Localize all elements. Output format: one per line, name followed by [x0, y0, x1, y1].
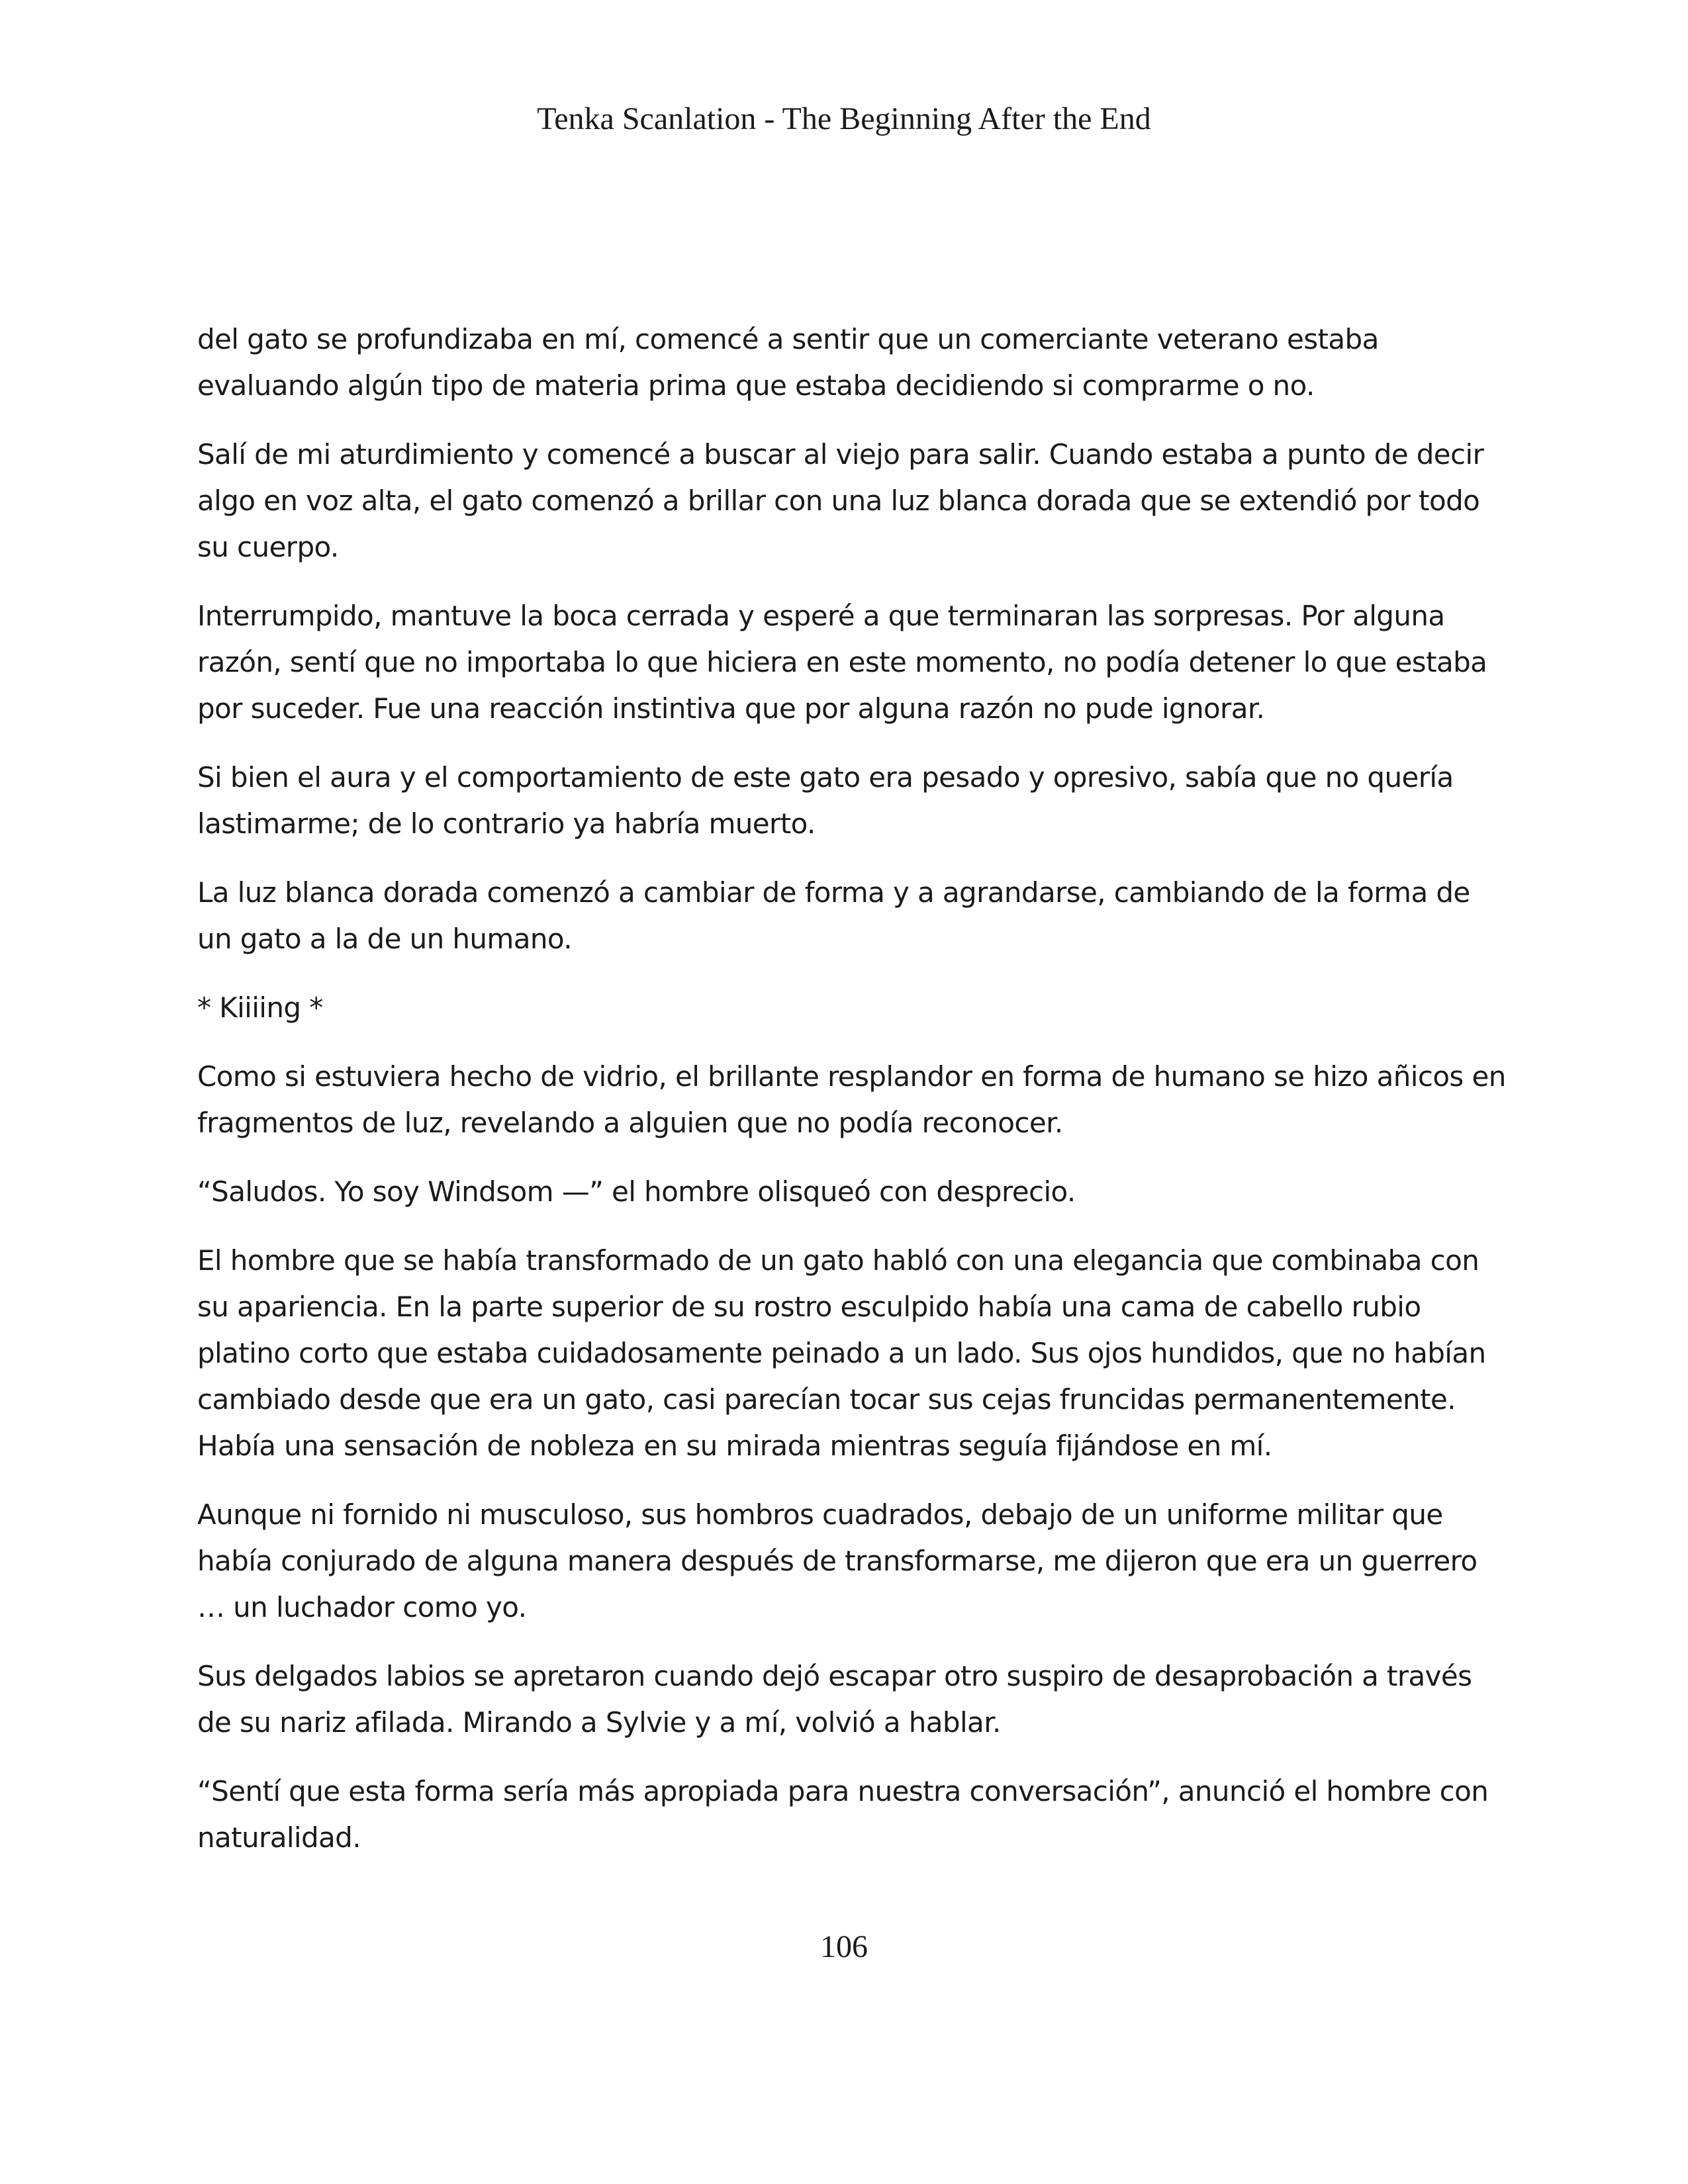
paragraph: Sus delgados labios se apretaron cuando dejó escapar otro suspiro de desaprobación a través de su nariz afilada. Mirando a Sylvie y a mí, volvió a hablar. — [197, 1660, 1472, 1739]
paragraph: Aunque ni fornido ni musculoso, sus hombros cuadrados, debajo de un uniforme militar que había conjurado de alguna manera después de transformarse, me dijeron que era un guerrero … un luchador como yo. — [197, 1498, 1477, 1623]
paragraph: La luz blanca dorada comenzó a cambiar de forma y a agrandarse, cambiando de la forma de un gato a la de un humano. — [197, 876, 1470, 955]
paragraph: “Saludos. Yo soy Windsom —” el hombre olisqueó con desprecio. — [197, 1175, 1076, 1208]
body-text — [197, 316, 1508, 1884]
paragraph: Como si estuviera hecho de vidrio, el brillante resplandor en forma de humano se hizo añicos en fragmentos de luz, revelando a alguien que no podía reconocer. — [197, 1060, 1506, 1139]
paragraph: Interrumpido, mantuve la boca cerrada y esperé a que terminaran las sorpresas. Por alguna razón, sentí que no importaba lo que hiciera en este momento, no podía detener lo que estaba por suceder. Fue una reacción instintiva que por alguna razón no pude ignorar. — [197, 600, 1487, 725]
paragraph: * Kiiiing * — [197, 991, 323, 1024]
page-number: 106 — [820, 1929, 868, 1964]
paragraph: El hombre que se había transformado de un gato habló con una elegancia que combinaba con su apariencia. En la parte superior de su rostro esculpido había una cama de cabello rubio platino corto que estaba cuidadosamente peinado a un lado. Sus ojos hundidos, que no habían cambiado desde que era un gato, casi parecían tocar sus cejas fruncidas permanentemente. Había una sensación de nobleza en su mirada mientras seguía fijándose en mí. — [197, 1244, 1486, 1462]
paragraph: del gato se profundizaba en mí, comencé a sentir que un comerciante veterano estaba evaluando algún tipo de materia prima que estaba decidiendo si comprarme o no. — [197, 323, 1379, 402]
paragraph: “Sentí que esta forma sería más apropiada para nuestra conversación”, anunció el hombre con naturalidad. — [197, 1775, 1489, 1854]
running-header: Tenka Scanlation - The Beginning After the End — [537, 101, 1151, 136]
paragraph: Salí de mi aturdimiento y comencé a buscar al viejo para salir. Cuando estaba a punto de decir algo en voz alta, el gato comenzó a brillar con una luz blanca dorada que se extendió por todo su cuerpo. — [197, 438, 1484, 563]
paragraph: Si bien el aura y el comportamiento de este gato era pesado y opresivo, sabía que no quería lastimarme; de lo contrario ya habría muerto. — [197, 761, 1454, 840]
